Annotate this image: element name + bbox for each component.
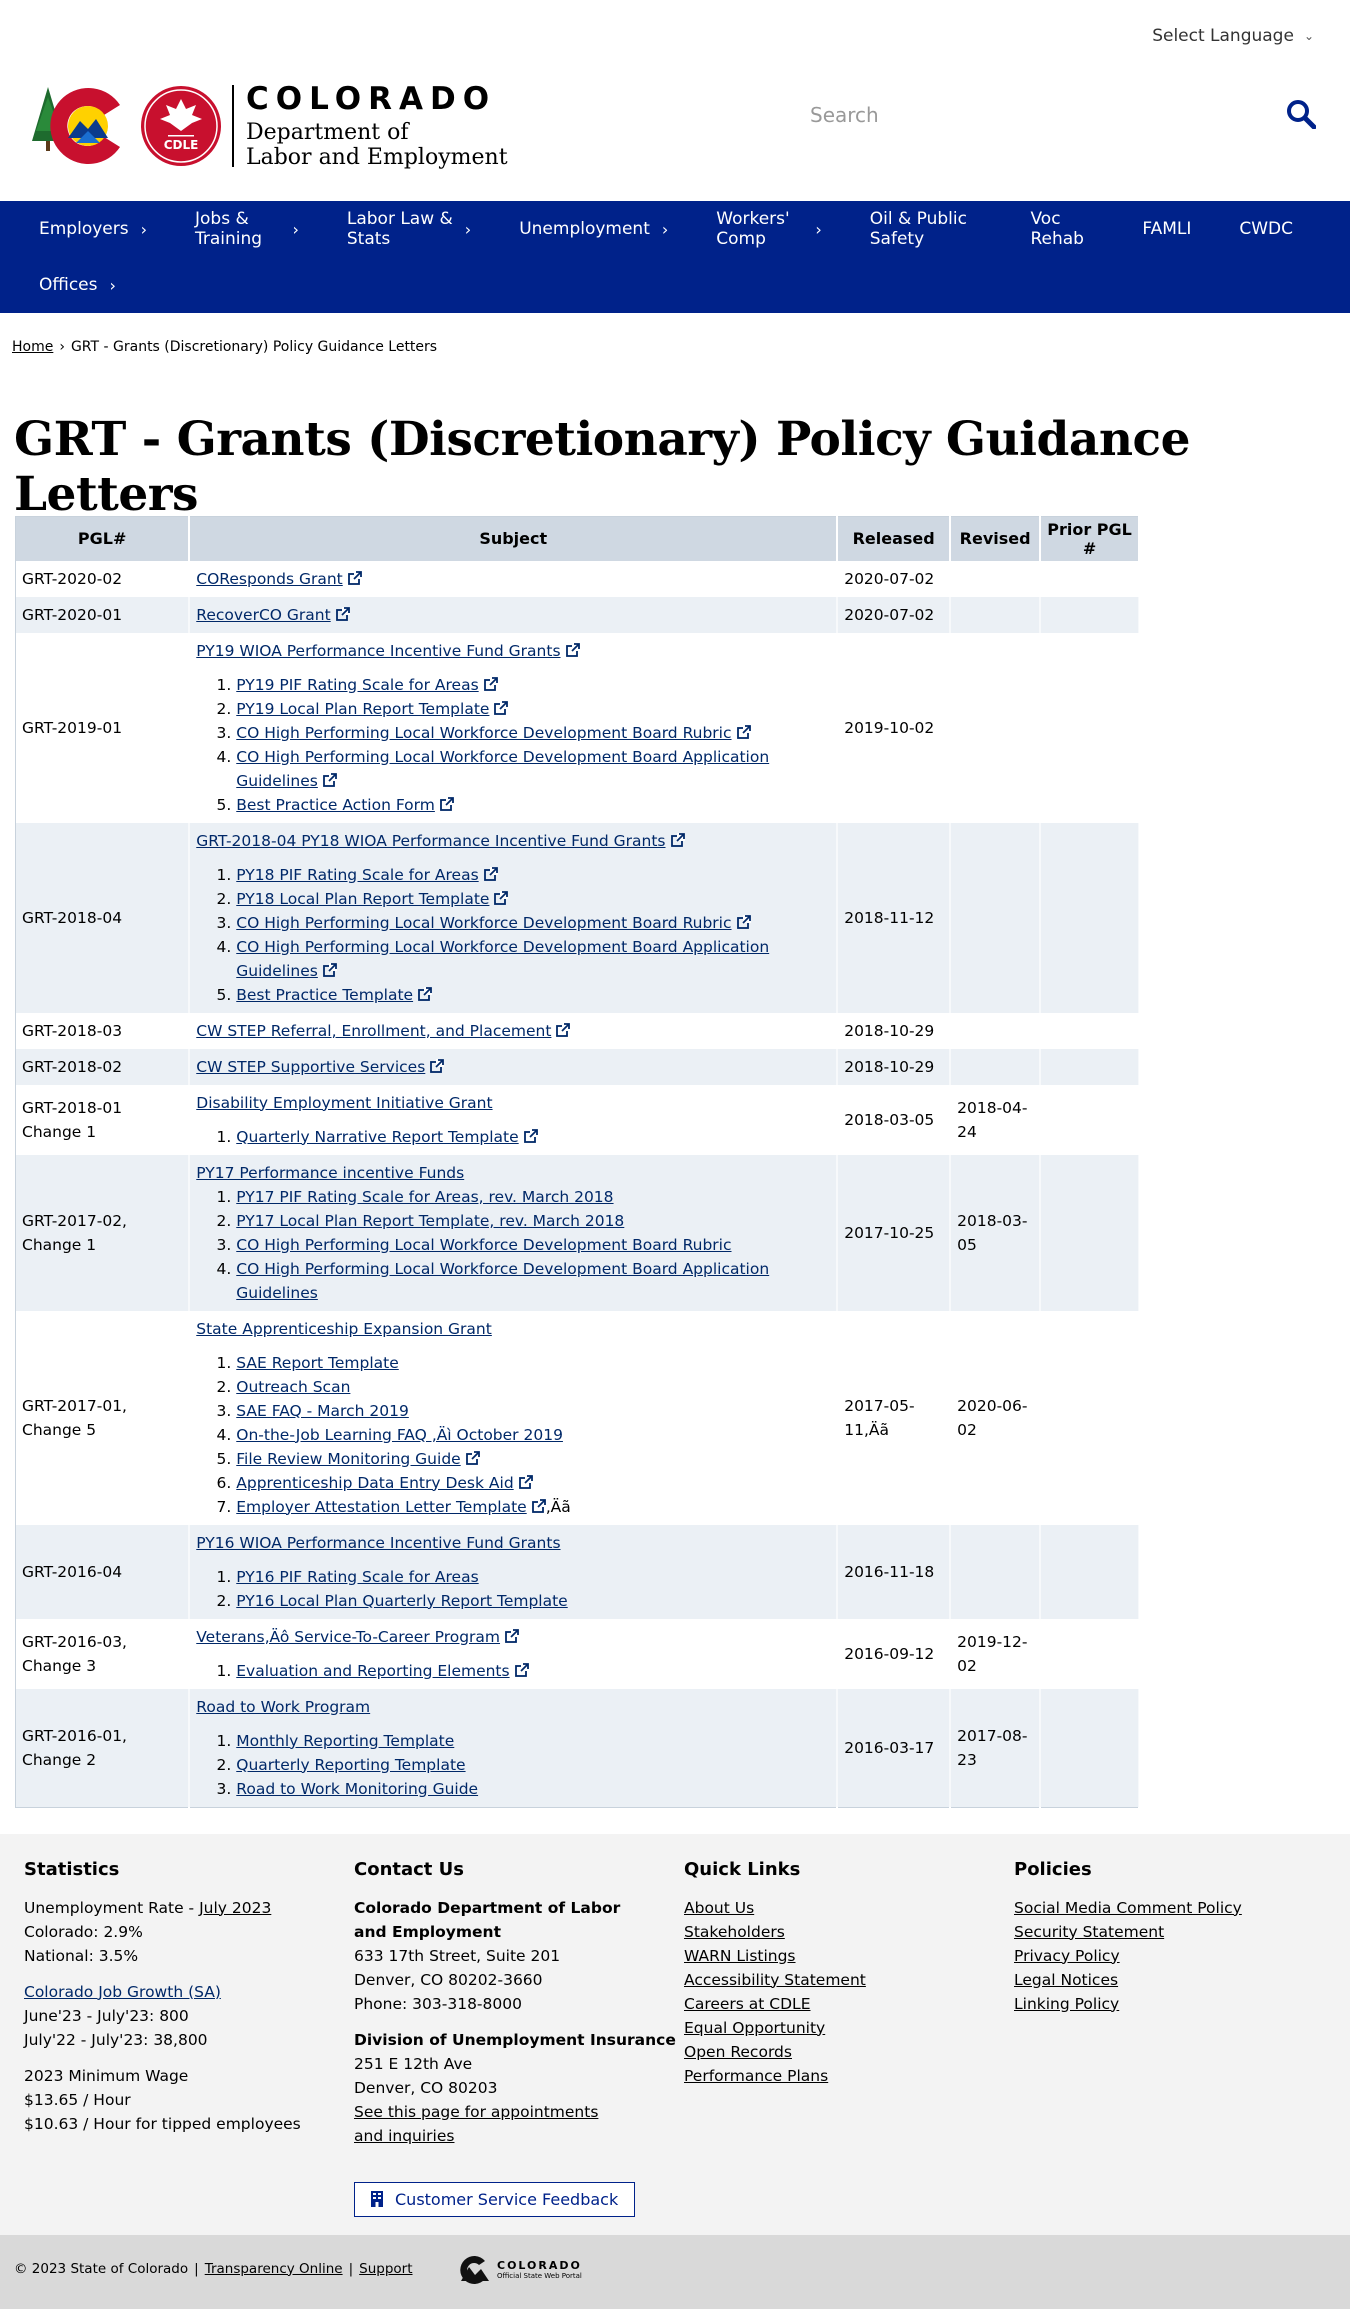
search-bar [800, 90, 1320, 140]
column-header-released: Released [837, 517, 950, 561]
colorado-c-logo-icon [28, 83, 138, 169]
footer-link[interactable]: Open Records [684, 2042, 792, 2061]
attachment-link[interactable]: Best Practice Template [236, 985, 414, 1004]
footer-link[interactable]: Linking Policy [1014, 1994, 1120, 2013]
attachment-list [236, 1659, 830, 1683]
list-item [236, 1565, 830, 1589]
contact-address-2: Denver, CO 80202-3660 [354, 1970, 543, 1989]
attachment-list [236, 1729, 830, 1801]
nav-item-label: Employers [39, 219, 129, 239]
external-link-icon [323, 773, 337, 787]
footer-link[interactable]: WARN Listings [684, 1946, 796, 1965]
subject-link[interactable]: CW STEP Referral, Enrollment, and Placement [196, 1021, 552, 1040]
attachment-link[interactable]: Best Practice Action Form [236, 795, 435, 814]
nav-item-cwdc[interactable] [1224, 201, 1308, 257]
contact-division-address-1: 251 E 12th Ave [354, 2054, 473, 2073]
external-link-icon [505, 1629, 519, 1643]
cell-subject [189, 1155, 837, 1311]
attachment-link[interactable]: SAE FAQ - March 2019 [236, 1401, 409, 1420]
breadcrumb-separator: › [59, 339, 65, 355]
cell-revised [950, 823, 1040, 1013]
cell-prior [1040, 597, 1139, 633]
cell-prior [1040, 1085, 1139, 1155]
table-body [16, 561, 1140, 1808]
contact-division-address-2: Denver, CO 80203 [354, 2078, 498, 2097]
footer-statistics [24, 1858, 354, 2235]
nav-item-employers[interactable] [24, 201, 162, 257]
attachment-link[interactable]: CO High Performing Local Workforce Development Board Rubric [236, 1235, 732, 1254]
bottom-separator: | [194, 2260, 199, 2277]
attachment-link[interactable]: Monthly Reporting Template [236, 1731, 455, 1750]
building-icon [371, 2191, 383, 2207]
cell-released: 2016-03-17 [837, 1689, 950, 1808]
subject-link[interactable]: Veterans‚Äô Service-To-Career Program [196, 1627, 501, 1646]
subject-link[interactable]: State Apprenticeship Expansion Grant [196, 1319, 492, 1338]
footer-policies [1014, 1858, 1324, 2235]
list-item [236, 673, 830, 697]
attachment-link[interactable]: Road to Work Monitoring Guide [236, 1779, 479, 1798]
list-item [236, 1729, 830, 1753]
external-link-icon [494, 891, 508, 905]
cell-revised: 2020-06-02 [950, 1311, 1040, 1525]
cell-pgl: GRT-2017-02, Change 1 [16, 1155, 190, 1311]
cell-subject [189, 1049, 837, 1085]
cell-prior [1040, 1013, 1139, 1049]
footer-link[interactable]: Accessibility Statement [684, 1970, 866, 1989]
job-growth-block [24, 1980, 354, 2052]
cell-prior [1040, 1155, 1139, 1311]
list-item [236, 745, 830, 793]
list-item [236, 1753, 830, 1777]
attachment-link[interactable]: PY18 Local Plan Report Template [236, 889, 490, 908]
state-portal-name: COLORADO [497, 2259, 582, 2272]
footer-heading-quick-links: Quick Links [684, 1858, 801, 1880]
external-link-icon [737, 915, 751, 929]
cell-prior [1040, 823, 1139, 1013]
external-link-icon [519, 1475, 533, 1489]
logo-dept-line2: Labor and Employment [246, 145, 508, 170]
search-button[interactable] [1282, 96, 1320, 134]
cdle-badge-text: CDLE [163, 138, 199, 152]
table-header-row [16, 517, 1140, 561]
nav-row-2 [24, 257, 1326, 313]
cell-pgl: GRT-2019-01 [16, 633, 190, 823]
list-item [236, 1659, 830, 1683]
unemployment-label: Unemployment Rate - [24, 1898, 200, 1917]
state-c-logo-icon [455, 2255, 491, 2285]
page-title: GRT - Grants (Discretionary) Policy Guidance Letters [14, 412, 1191, 522]
column-header-revised: Revised [950, 517, 1040, 561]
table-row [16, 1525, 1140, 1619]
list-item [236, 697, 830, 721]
nav-item-label: Labor Law & Stats [346, 209, 453, 249]
job-growth-year: July'22 - July'23: 38,800 [24, 2030, 208, 2049]
list-item [236, 1495, 830, 1519]
cell-pgl: GRT-2016-04 [16, 1525, 190, 1619]
contact-org: Colorado Department of Labor and Employment [354, 1898, 621, 1941]
state-portal-subtitle: Official State Web Portal [497, 2272, 582, 2280]
list-item [236, 863, 830, 887]
list-item [236, 935, 830, 983]
table-row [16, 1085, 1140, 1155]
bottom-bar [0, 2235, 1350, 2309]
footer-link[interactable]: Privacy Policy [1014, 1946, 1120, 1965]
unemployment-link[interactable]: July 2023 [199, 1898, 272, 1917]
logo-text [246, 82, 508, 170]
table-row [16, 1049, 1140, 1085]
cell-prior [1040, 633, 1139, 823]
nav-item-workers-comp[interactable] [701, 201, 836, 257]
cell-pgl: GRT-2016-03, Change 3 [16, 1619, 190, 1689]
table-wrap [0, 516, 1350, 1808]
external-link-icon [348, 571, 362, 585]
external-link-icon [484, 867, 498, 881]
table-row [16, 1311, 1140, 1525]
table-row [16, 1619, 1140, 1689]
list-item [236, 1423, 830, 1447]
cell-released: 2018-10-29 [837, 1013, 950, 1049]
cell-subject [189, 823, 837, 1013]
list-item [236, 1209, 830, 1233]
subject-link[interactable]: Disability Employment Initiative Grant [196, 1093, 493, 1112]
contact-address-1: 633 17th Street, Suite 201 [354, 1946, 561, 1965]
nav-item-label: CWDC [1239, 219, 1293, 239]
breadcrumb-home[interactable]: Home [12, 339, 54, 355]
nav-item-label: Oil & Public Safety [869, 209, 967, 249]
min-wage-tipped: $10.63 / Hour for tipped employees [24, 2114, 301, 2133]
attachment-list [236, 863, 830, 1007]
column-header-prior-pgl: Prior PGL # [1040, 517, 1139, 561]
nav-item-label: Offices [39, 275, 98, 295]
nav-item-voc-rehab[interactable] [1015, 201, 1109, 257]
list-item [236, 1257, 830, 1305]
job-growth-link[interactable]: Colorado Job Growth (SA) [24, 1982, 221, 2001]
chevron-right-icon: › [815, 219, 822, 239]
pgl-table [15, 516, 1140, 1808]
external-link-icon [556, 1023, 570, 1037]
footer-link[interactable]: Legal Notices [1014, 1970, 1119, 1989]
cell-released: 2017-05-11‚Äã [837, 1311, 950, 1525]
subject-link[interactable]: PY16 WIOA Performance Incentive Fund Grants [196, 1533, 561, 1552]
unemployment-block [24, 1896, 354, 1968]
cell-subject [189, 1619, 837, 1689]
cell-prior [1040, 1049, 1139, 1085]
subject-link[interactable]: PY19 WIOA Performance Incentive Fund Grants [196, 641, 561, 660]
cell-revised: 2018-04-24 [950, 1085, 1040, 1155]
breadcrumb [0, 313, 1350, 373]
chevron-right-icon: › [109, 275, 116, 295]
column-header-subject: Subject [189, 517, 837, 561]
cell-revised: 2019-12-02 [950, 1619, 1040, 1689]
attachment-link[interactable]: Quarterly Narrative Report Template [236, 1127, 519, 1146]
list-item [236, 1777, 830, 1801]
cell-released: 2020-07-02 [837, 597, 950, 633]
external-link-icon [440, 797, 454, 811]
list-item [236, 1589, 830, 1613]
external-link-icon [737, 725, 751, 739]
external-link-icon [336, 607, 350, 621]
language-bar [0, 0, 1350, 70]
attachment-link[interactable]: PY19 Local Plan Report Template [236, 699, 490, 718]
nav-item-label: Voc Rehab [1030, 209, 1084, 249]
cell-revised [950, 1013, 1040, 1049]
language-select[interactable] [1152, 26, 1314, 46]
attachment-list [236, 1125, 830, 1149]
nav-item-unemployment[interactable] [504, 201, 683, 257]
column-header-pgl: PGL# [16, 517, 190, 561]
footer-heading-contact: Contact Us [354, 1858, 465, 1880]
external-link-icon [484, 677, 498, 691]
cell-subject [189, 597, 837, 633]
chevron-right-icon: › [661, 219, 669, 239]
attachment-link[interactable]: PY16 PIF Rating Scale for Areas [236, 1567, 479, 1586]
external-link-icon [515, 1663, 529, 1677]
chevron-right-icon: › [292, 219, 299, 239]
cell-released: 2020-07-02 [837, 561, 950, 597]
list-item [236, 1185, 830, 1209]
list-item [236, 1125, 830, 1149]
nav-item-famli[interactable] [1127, 201, 1206, 257]
list-item [236, 1375, 830, 1399]
table-row [16, 1155, 1140, 1311]
contact-division: Division of Unemployment Insurance [354, 2030, 676, 2049]
attachment-link[interactable]: CO High Performing Local Workforce Development Board Application Guidelines [236, 1259, 770, 1302]
cell-prior [1040, 1689, 1139, 1808]
footer-heading-policies: Policies [1014, 1858, 1092, 1880]
subject-link[interactable]: CW STEP Supportive Services [196, 1057, 426, 1076]
cell-pgl: GRT-2017-01, Change 5 [16, 1311, 190, 1525]
policies-list [1014, 1896, 1324, 2016]
cell-released: 2018-10-29 [837, 1049, 950, 1085]
list-item [236, 1399, 830, 1423]
cell-released: 2018-03-05 [837, 1085, 950, 1155]
cell-released: 2019-10-02 [837, 633, 950, 823]
cell-revised [950, 633, 1040, 823]
cell-revised [950, 1525, 1040, 1619]
attachment-link[interactable]: Evaluation and Reporting Elements [236, 1661, 510, 1680]
cell-prior [1040, 1619, 1139, 1689]
cell-pgl: GRT-2018-03 [16, 1013, 190, 1049]
list-item [236, 1351, 830, 1375]
search-icon [1286, 99, 1316, 129]
attachment-list [236, 673, 830, 817]
cell-prior [1040, 1311, 1139, 1525]
footer-link[interactable]: Performance Plans [684, 2066, 829, 2085]
attachment-link[interactable]: Quarterly Reporting Template [236, 1755, 466, 1774]
transparency-link[interactable]: Transparency Online [204, 2260, 343, 2277]
cell-subject [189, 1689, 837, 1808]
attachment-link[interactable]: PY17 Local Plan Report Template, rev. March 2018 [236, 1211, 625, 1230]
nav-item-label: Workers' Comp [716, 209, 790, 249]
cell-released: 2016-11-18 [837, 1525, 950, 1619]
attachment-link[interactable]: On-the-Job Learning FAQ ‚Äì October 2019 [236, 1425, 563, 1444]
footer-link[interactable]: Security Statement [1014, 1922, 1165, 1941]
list-item [236, 1471, 830, 1495]
site-footer [0, 1834, 1350, 2235]
nav-item-labor-law[interactable] [332, 201, 486, 257]
bottom-separator: | [348, 2260, 354, 2277]
external-link-icon [494, 701, 508, 715]
subject-link[interactable]: GRT-2018-04 PY18 WIOA Performance Incentive Fund Grants [196, 831, 666, 850]
quick-links-list [684, 1896, 1014, 2088]
main-nav [0, 201, 1350, 313]
attachment-list [236, 1565, 830, 1613]
nav-item-label: Jobs & Training [195, 209, 263, 249]
cell-pgl: GRT-2020-02 [16, 561, 190, 597]
external-link-icon [466, 1451, 480, 1465]
logo-divider [232, 85, 234, 167]
chevron-right-icon: › [140, 219, 147, 239]
cell-revised: 2018-03-05 [950, 1155, 1040, 1311]
cell-pgl: GRT-2018-01 Change 1 [16, 1085, 190, 1155]
attachment-link[interactable]: PY18 PIF Rating Scale for Areas [236, 865, 479, 884]
table-row [16, 561, 1140, 597]
table-row [16, 1013, 1140, 1049]
site-header [0, 70, 1350, 201]
nav-item-oil-public-safety[interactable] [855, 201, 998, 257]
attachment-link[interactable]: CO High Performing Local Workforce Development Board Rubric [236, 913, 732, 932]
attachment-link[interactable]: SAE Report Template [236, 1353, 399, 1372]
cdle-badge-icon [140, 85, 222, 167]
attachment-link[interactable]: Apprenticeship Data Entry Desk Aid [236, 1473, 514, 1492]
cell-subject [189, 1311, 837, 1525]
cell-released: 2017-10-25 [837, 1155, 950, 1311]
attachment-link[interactable]: Outreach Scan [236, 1377, 351, 1396]
list-item [236, 721, 830, 745]
cell-subject [189, 1525, 837, 1619]
subject-link[interactable]: COResponds Grant [196, 569, 343, 588]
cell-pgl: GRT-2018-04 [16, 823, 190, 1013]
list-item [236, 911, 830, 935]
list-item [236, 887, 830, 911]
attachment-link[interactable]: CO High Performing Local Workforce Development Board Application Guidelines [236, 937, 770, 980]
footer-link[interactable]: About Us [684, 1898, 755, 1917]
nav-item-label: Unemployment [519, 219, 650, 239]
unemployment-national: National: 3.5% [24, 1946, 139, 1965]
contact-ui-block [354, 2028, 684, 2148]
external-link-icon [532, 1499, 546, 1513]
language-select-label: Select Language [1152, 26, 1294, 46]
contact-phone: Phone: 303-318-8000 [354, 1994, 522, 2013]
attachment-list [236, 1185, 830, 1305]
chevron-down-icon: ⌄ [1303, 29, 1314, 43]
list-item [236, 983, 830, 1007]
support-link[interactable]: Support [359, 2260, 413, 2277]
external-link-icon [671, 833, 685, 847]
table-row [16, 1689, 1140, 1808]
cell-released: 2018-11-12 [837, 823, 950, 1013]
attachment-link[interactable]: PY19 PIF Rating Scale for Areas [236, 675, 479, 694]
nav-row-1 [24, 201, 1326, 257]
breadcrumb-current: GRT - Grants (Discretionary) Policy Guidance Letters [70, 339, 438, 355]
contact-cdle-block [354, 1896, 684, 2016]
search-input[interactable] [800, 90, 1200, 140]
list-item [236, 1447, 830, 1471]
table-row [16, 597, 1140, 633]
bottom-links [14, 2261, 413, 2277]
footer-contact [354, 1858, 684, 2235]
cell-revised [950, 1049, 1040, 1085]
appointments-link[interactable]: See this page for appointments and inquiries [354, 2102, 599, 2145]
customer-feedback-button[interactable] [354, 2182, 635, 2217]
attachment-link[interactable]: File Review Monitoring Guide [236, 1449, 461, 1468]
external-link-icon [323, 963, 337, 977]
min-wage-block [24, 2064, 354, 2136]
footer-quick-links [684, 1858, 1014, 2235]
cell-pgl: GRT-2016-01, Change 2 [16, 1689, 190, 1808]
nav-item-offices[interactable] [24, 257, 131, 313]
footer-link[interactable]: Stakeholders [684, 1922, 785, 1941]
external-link-icon [566, 643, 580, 657]
attachment-suffix: ‚Äã [545, 1497, 571, 1516]
attachment-link[interactable]: Employer Attestation Letter Template [236, 1497, 527, 1516]
attachment-link[interactable]: PY16 Local Plan Quarterly Report Template [236, 1591, 568, 1610]
cell-subject [189, 633, 837, 823]
chevron-right-icon: › [464, 219, 472, 239]
footer-link[interactable]: Social Media Comment Policy [1014, 1898, 1242, 1917]
logo-dept-line1: Department of [246, 120, 409, 145]
external-link-icon [524, 1129, 538, 1143]
footer-link[interactable]: Equal Opportunity [684, 2018, 826, 2037]
copyright: © 2023 State of Colorado [14, 2260, 189, 2277]
subject-link[interactable]: RecoverCO Grant [196, 605, 331, 624]
state-portal-logo[interactable] [455, 2255, 582, 2285]
cell-prior [1040, 561, 1139, 597]
nav-item-jobs-training[interactable] [180, 201, 314, 257]
cell-subject [189, 1085, 837, 1155]
cell-pgl: GRT-2020-01 [16, 597, 190, 633]
cell-revised [950, 597, 1040, 633]
unemployment-colorado: Colorado: 2.9% [24, 1922, 143, 1941]
cell-pgl: GRT-2018-02 [16, 1049, 190, 1085]
list-item [236, 793, 830, 817]
job-growth-month: June'23 - July'23: 800 [24, 2006, 189, 2025]
cell-prior [1040, 1525, 1139, 1619]
cell-subject [189, 1013, 837, 1049]
subject-link[interactable]: Road to Work Program [196, 1697, 371, 1716]
cell-revised [950, 561, 1040, 597]
min-wage-title: 2023 Minimum Wage [24, 2066, 189, 2085]
min-wage-standard: $13.65 / Hour [24, 2090, 131, 2109]
nav-item-label: FAMLI [1142, 219, 1192, 239]
cell-subject [189, 561, 837, 597]
external-link-icon [418, 987, 432, 1001]
attachment-link[interactable]: PY17 PIF Rating Scale for Areas, rev. March 2018 [236, 1187, 614, 1206]
cdle-logo[interactable] [28, 82, 508, 170]
footer-link[interactable]: Careers at CDLE [684, 1994, 811, 2013]
cell-revised: 2017-08-23 [950, 1689, 1040, 1808]
attachment-list [236, 1351, 830, 1519]
customer-feedback-label: Customer Service Feedback [395, 2189, 619, 2209]
table-row [16, 633, 1140, 823]
table-row [16, 823, 1140, 1013]
cell-released: 2016-09-12 [837, 1619, 950, 1689]
logo-state: COLORADO [246, 81, 497, 117]
attachment-link[interactable]: CO High Performing Local Workforce Development Board Application Guidelines [236, 747, 770, 790]
external-link-icon [430, 1059, 444, 1073]
subject-link[interactable]: PY17 Performance incentive Funds [196, 1163, 465, 1182]
attachment-link[interactable]: CO High Performing Local Workforce Development Board Rubric [236, 723, 732, 742]
list-item [236, 1233, 830, 1257]
footer-heading-statistics: Statistics [24, 1858, 120, 1880]
